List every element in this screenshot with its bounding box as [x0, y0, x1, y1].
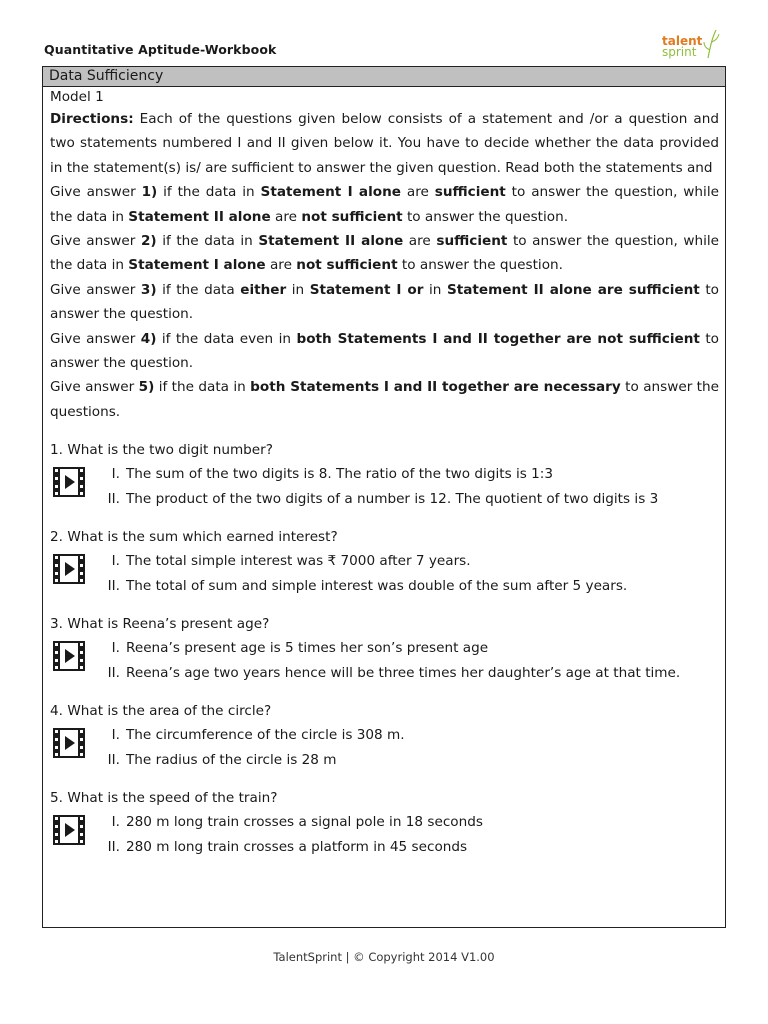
video-play-icon[interactable] — [52, 466, 86, 498]
question-list — [50, 438, 719, 859]
answer-option-4 — [50, 327, 719, 376]
statement-number: I. — [111, 727, 120, 744]
statement-text: The circumference of the circle is 308 m. — [126, 727, 405, 744]
statement-list — [50, 723, 719, 772]
question-title — [50, 699, 719, 723]
statement-1 — [94, 549, 719, 574]
answer-option-1 — [50, 180, 719, 229]
answer-option-5 — [50, 375, 719, 424]
question-number: 2. — [50, 529, 63, 546]
video-play-icon[interactable] — [52, 640, 86, 672]
model-label: Model 1 — [50, 89, 104, 105]
emphasis: Statement I alone — [260, 184, 401, 201]
talentsprint-logo — [658, 28, 722, 64]
logo-text — [662, 36, 702, 58]
question-item — [50, 438, 719, 511]
text: if the data in — [157, 184, 261, 201]
question-title — [50, 786, 719, 810]
directions-intro — [50, 107, 719, 180]
question-text: What is the two digit number? — [67, 442, 273, 459]
emphasis: Statement II alone — [258, 233, 404, 250]
section-heading: Data Sufficiency — [43, 67, 725, 87]
text: to answer the question. — [50, 330, 719, 372]
emphasis: either — [240, 281, 287, 298]
text: if the data in — [154, 379, 251, 396]
statement-text: The total of sum and simple interest was double of the sum after 5 years. — [126, 577, 628, 594]
question-title — [50, 438, 719, 462]
statement-text: 280 m long train crosses a platform in 45 seconds — [126, 838, 468, 855]
statement-list — [50, 462, 719, 511]
text: Give answer — [50, 281, 141, 298]
text: if the data — [156, 281, 241, 298]
question-text: What is the area of the circle? — [67, 703, 272, 720]
emphasis: not sufficient — [296, 257, 398, 274]
question-title — [50, 612, 719, 636]
statement-2 — [94, 574, 719, 599]
emphasis: not sufficient — [301, 208, 403, 225]
video-play-icon[interactable] — [52, 814, 86, 846]
page-footer: TalentSprint | © Copyright 2014 V1.00 — [273, 950, 495, 964]
question-item — [50, 786, 719, 859]
workbook-title: Quantitative Aptitude-Workbook — [44, 42, 277, 57]
statement-list — [50, 549, 719, 598]
statement-list — [50, 810, 719, 859]
question-text: What is the sum which earned interest? — [67, 529, 338, 546]
text: are — [265, 257, 297, 274]
question-title — [50, 525, 719, 549]
emphasis: Statement II alone — [128, 208, 271, 225]
emphasis: both Statements I and II together are necessary — [250, 379, 621, 396]
text: to answer the question, while the data in — [50, 233, 719, 274]
answer-option-3 — [50, 278, 719, 327]
statement-list — [50, 636, 719, 685]
statement-1 — [94, 810, 719, 835]
directions-text: Each of the questions given below consists of a statement and /or a question and two statements numbered I and II given below it. You have to decide whether the data provided in the statement(s) is/ are sufficient to answer the given question. Read both the statements and — [50, 111, 719, 176]
statement-number: II. — [107, 664, 120, 681]
option-number: 2) — [140, 233, 157, 250]
question-item — [50, 699, 719, 772]
text: Give answer — [50, 184, 142, 201]
answer-option-2 — [50, 229, 719, 278]
statement-number: II. — [107, 490, 120, 507]
statement-text: The total simple interest was ₹ 7000 after 7 years. — [126, 553, 471, 570]
text: Give answer — [50, 330, 141, 347]
statement-number: I. — [111, 466, 120, 483]
statement-text: The sum of the two digits is 8. The ratio of the two digits is 1:3 — [126, 466, 554, 483]
question-item — [50, 525, 719, 598]
option-number: 5) — [138, 379, 155, 396]
emphasis: Statement I alone — [128, 257, 266, 274]
option-number: 4) — [140, 330, 157, 347]
text: if the data even in — [156, 330, 297, 347]
text: Give answer — [50, 233, 141, 250]
option-number: 3) — [140, 281, 157, 298]
question-number: 1. — [50, 442, 63, 459]
text: are — [401, 184, 435, 201]
content-box — [42, 66, 726, 928]
logo-text-sprint: sprint — [662, 45, 697, 59]
statement-1 — [94, 723, 719, 748]
statement-number: I. — [111, 553, 120, 570]
content-body — [43, 87, 725, 859]
statement-text: The product of the two digits of a number is 12. The quotient of two digits is 3 — [126, 490, 659, 507]
directions-label: Directions: — [50, 111, 134, 127]
text: in — [286, 281, 310, 298]
statement-text: The radius of the circle is 28 m — [126, 751, 337, 768]
text: are — [403, 233, 437, 250]
statement-number: I. — [111, 814, 120, 831]
text: to answer the question. — [50, 281, 719, 323]
emphasis: sufficient — [436, 233, 508, 250]
statement-text: Reena’s present age is 5 times her son’s present age — [126, 640, 489, 657]
text: are — [270, 208, 302, 225]
question-text: What is the speed of the train? — [67, 790, 278, 807]
statement-2 — [94, 487, 719, 512]
statement-text: Reena’s age two years hence will be three times her daughter’s age at that time. — [126, 664, 681, 681]
video-play-icon[interactable] — [52, 553, 86, 585]
text: to answer the question. — [402, 208, 569, 225]
emphasis: Statement II alone are sufficient — [446, 281, 700, 298]
statement-number: II. — [107, 838, 120, 855]
text: to answer the question. — [397, 257, 563, 274]
statement-number: I. — [111, 640, 120, 657]
statement-2 — [94, 835, 719, 860]
statement-1 — [94, 462, 719, 487]
question-number: 3. — [50, 616, 63, 633]
option-number: 1) — [141, 184, 158, 201]
video-play-icon[interactable] — [52, 727, 86, 759]
question-item — [50, 612, 719, 685]
statement-number: II. — [107, 751, 120, 768]
text: Give answer — [50, 379, 139, 396]
statement-2 — [94, 661, 719, 686]
question-number: 5. — [50, 790, 63, 807]
text: if the data in — [156, 233, 259, 250]
text: in — [423, 281, 447, 298]
logo-text-talent: talent — [662, 34, 703, 48]
emphasis: Statement I or — [309, 281, 424, 298]
statement-text: 280 m long train crosses a signal pole in 18 seconds — [126, 814, 483, 831]
text: to answer the questions. — [50, 379, 719, 420]
statement-2 — [94, 748, 719, 773]
text: to answer the question, while the data in — [50, 184, 719, 225]
statement-number: II. — [107, 577, 120, 594]
question-text: What is Reena’s present age? — [67, 616, 270, 633]
question-number: 4. — [50, 703, 63, 720]
emphasis: both Statements I and II together are not sufficient — [296, 330, 700, 347]
statement-1 — [94, 636, 719, 661]
emphasis: sufficient — [434, 184, 506, 201]
